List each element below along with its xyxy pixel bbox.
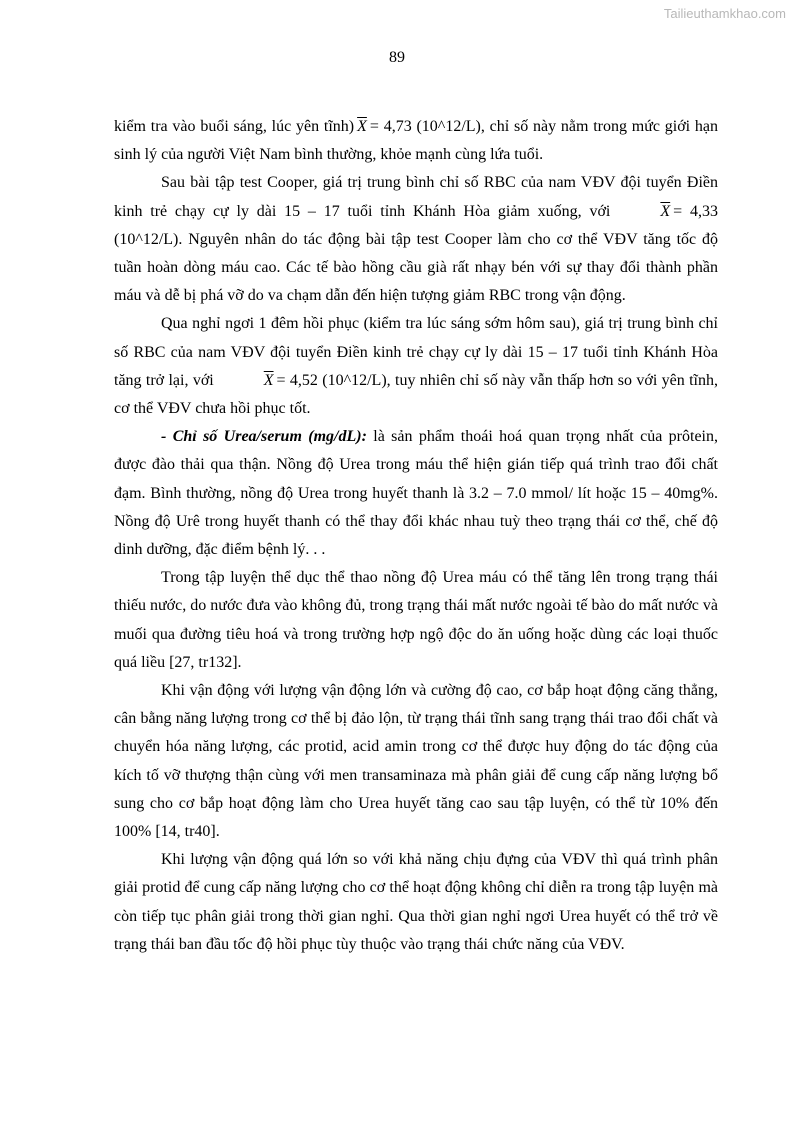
paragraph-5: Trong tập luyện thể dục thể thao nồng độ Urea máu có thể tăng lên trong trạng thái thiếu nước, do nước đưa vào không đủ, trong trạng thái mất nước ngoài tế bào do mất nước và muối qua đường tiêu hoá và trong trường hợp ngộ độc do ăn uống hoặc dùng các loại thuốc quá liều [27, tr132]. [114, 569, 718, 671]
paragraph-2 [114, 169, 718, 310]
paragraph-4-text: là sản phẩm thoái hoá quan trọng nhất của prôtein, được đào thải qua thận. Nồng độ Urea trong máu thể hiện gián tiếp quá trình trao đổi chất đạm. Bình thường, nồng độ Urea trong huyết thanh là 3.2 – 7.0 mmol/ lít hoặc 15 – 40mg%. Nồng độ Urê trong huyết thanh có thể thay đổi khác nhau tuỳ theo trạng thái cơ thể, chế độ dinh dưỡng, đặc điểm bệnh lý. . . [114, 428, 718, 559]
paragraph-3 [114, 310, 718, 423]
paragraph-1-part-a: kiểm tra vào buổi sáng, lúc yên tĩnh) [114, 118, 355, 135]
paragraph-1-part-b: = 4,73 (10^12/L), chỉ số này nằm trong mức giới hạn sinh lý của người Việt Nam bình thường, khỏe mạnh cùng lứa tuổi. [114, 118, 719, 164]
paragraph-6: Khi vận động với lượng vận động lớn và cường độ cao, cơ bắp hoạt động căng thẳng, cân bằng năng lượng trong cơ thể bị đảo lộn, từ trạng thái tĩnh sang trạng thái trao đổi chất và chuyển hóa năng lượng, các protid, acid amin trong cơ thể được huy động do tác động của kích tố vỡ thượng thận cùng với men transaminaza mà phân giải để cung cấp năng lượng bổ sung cho cơ bắp hoạt động làm cho Urea huyết tăng cao sau tập luyện, có thể từ 10% đến 100% [14, tr40]. [114, 682, 718, 841]
paragraph-3-part-b: = 4,52 (10^12/L), tuy nhiên chỉ số này vẫn thấp hơn so với yên tĩnh, cơ thể VĐV chưa hồi phục tốt. [114, 371, 718, 418]
paragraph-7: Khi lượng vận động quá lớn so với khả năng chịu đựng của VĐV thì quá trình phân giải protid để cung cấp năng lượng cho cơ thể hoạt động không chỉ diễn ra trong tập luyện mà còn tiếp tục phân giải trong thời gian nghỉ. Qua thời gian nghỉ ngơi Urea huyết có thể trở về trạng thái ban đầu tốc độ hồi phục tùy thuộc vào trạng thái chức năng của VĐV. [114, 851, 718, 953]
x-bar-symbol: $\overline{X}$ [263, 371, 274, 389]
paragraph-2-part-b: = 4,33 (10^12/L). Nguyên nhân do tác động bài tập test Cooper làm cho cơ thể VĐV tăng tốc độ tuần hoàn dòng máu cao. Các tế bào hồng cầu già rất nhạy bén với sự thay đổi thành phần máu và dễ bị phá vỡ do va chạm dẫn đến hiện tượng giảm RBC trong vận động. [114, 202, 719, 305]
document-body [114, 113, 718, 959]
x-bar-symbol: $\overline{X}$ [660, 202, 671, 220]
paragraph-2-part-a: Sau bài tập test Cooper, giá trị trung bình chỉ số RBC của nam VĐV đội tuyển Điền kinh trẻ chạy cự ly dài 15 – 17 tuổi tỉnh Khánh Hòa giảm xuống, với [114, 174, 718, 220]
page-number: 89 [389, 49, 405, 66]
urea-heading: - Chỉ số Urea/serum (mg/dL): [161, 428, 367, 446]
paragraph-3-part-a: Qua nghỉ ngơi 1 đêm hồi phục (kiểm tra lúc sáng sớm hôm sau), giá trị trung bình chỉ số RBC của nam VĐV đội tuyển Điền kinh trẻ chạy cự ly dài 15 – 17 tuổi tỉnh Khánh Hòa tăng trở lại, với [114, 315, 718, 389]
watermark: Tailieuthamkhao.com [663, 6, 786, 21]
paragraph-4 [114, 423, 718, 564]
paragraph-1 [114, 113, 718, 169]
x-bar-symbol: $\overline{X}$ [357, 118, 367, 135]
